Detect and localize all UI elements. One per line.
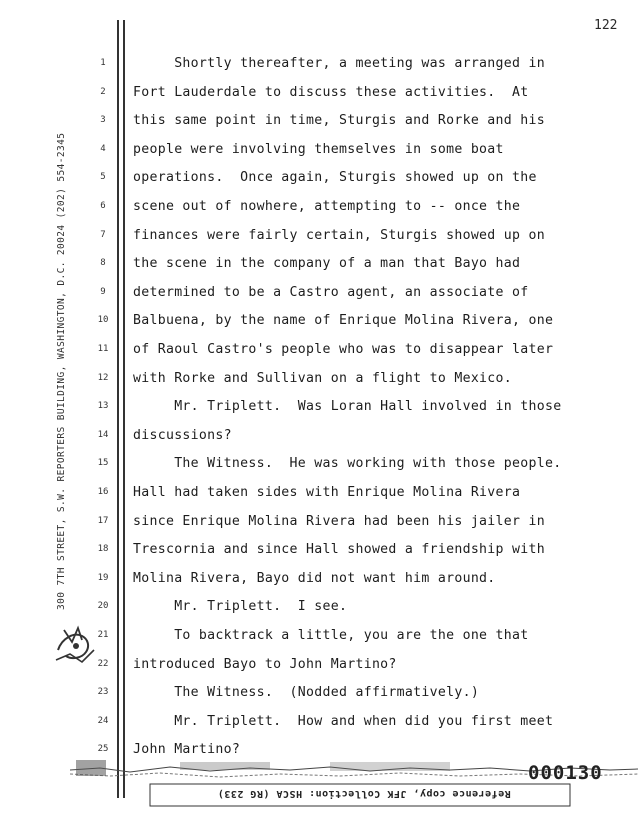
transcript-line: Mr. Triplett. How and when did you first meet [133,713,554,729]
transcript-line: the scene in the company of a man that Bayo had [133,256,521,272]
transcript-line: determined to be a Castro agent, an associate of [133,284,529,300]
transcript-line: with Rorke and Sullivan on a flight to Mexico. [133,370,513,386]
transcript-line: Mr. Triplett. I see. [133,599,348,615]
line-number: 3 [100,115,106,126]
line-number: 25 [97,744,109,755]
line-number: 8 [100,258,106,269]
line-number: 2 [100,86,106,97]
reference-copy-stamp: Reference copy, JFK Collection: HSCA (RG 233) [217,788,511,799]
transcript-line: To backtrack a little, you are the one that [133,628,529,643]
page-number: 122 [594,18,618,33]
line-number: 20 [97,601,109,612]
margin-rule-right [123,20,125,798]
line-number: 14 [97,429,109,440]
line-number: 22 [97,658,109,669]
transcript-line: The Witness. (Nodded affirmatively.) [133,685,480,701]
line-number: 23 [97,687,109,698]
line-number: 4 [100,143,106,154]
line-number: 6 [100,201,106,211]
transcript-line: Fort Lauderdale to discuss these activities. At [133,84,529,100]
margin-rule-left [117,20,119,798]
line-number: 18 [97,544,109,555]
line-number: 9 [100,286,106,297]
transcript-line: Mr. Triplett. Was Loran Hall involved in those [133,399,562,415]
line-number: 17 [97,515,109,526]
reporter-address-stamp: 300 7TH STREET, S.W. REPORTERS BUILDING, WASHINGTON, D.C. 20024 (202) 554-2345 [56,132,67,610]
line-number: 5 [100,172,106,183]
transcript-line: John Martino? [133,742,241,758]
transcript-line: Shortly thereafter, a meeting was arranged in [133,56,545,71]
line-number: 15 [97,458,109,469]
transcript-line: The Witness. He was working with those people. [133,456,562,472]
transcript-line: of Raoul Castro's people who was to disappear later [133,342,554,357]
reporter-logo-icon [52,620,98,668]
line-number: 1 [100,58,106,68]
transcript-line: Trescornia and since Hall showed a friendship with [133,542,545,558]
line-number: 13 [97,401,109,412]
line-number: 7 [100,229,106,240]
line-number: 11 [97,344,109,354]
transcript-line: Hall had taken sides with Enrique Molina Rivera [133,485,521,500]
line-number: 19 [97,572,109,583]
transcript-line: since Enrique Molina Rivera had been his jailer in [133,513,545,529]
line-number: 10 [97,315,109,326]
line-number: 16 [97,487,109,497]
transcript-line: discussions? [133,427,232,443]
line-number: 21 [97,630,109,640]
transcript-line: Balbuena, by the name of Enrique Molina Rivera, one [133,313,554,329]
document-serial-number: 000130 [528,762,603,784]
transcript-line: operations. Once again, Sturgis showed up on the [133,170,537,186]
transcript-line: finances were fairly certain, Sturgis showed up on [133,227,545,243]
line-number: 24 [97,715,109,726]
transcript-line: scene out of nowhere, attempting to -- once the [133,199,521,214]
transcript-line: this same point in time, Sturgis and Rorke and his [133,113,545,129]
transcript-line: people were involving themselves in some boat [133,141,504,157]
line-number: 12 [97,372,109,383]
transcript-line: introduced Bayo to John Martino? [133,656,397,672]
transcript-line: Molina Rivera, Bayo did not want him around. [133,570,496,586]
